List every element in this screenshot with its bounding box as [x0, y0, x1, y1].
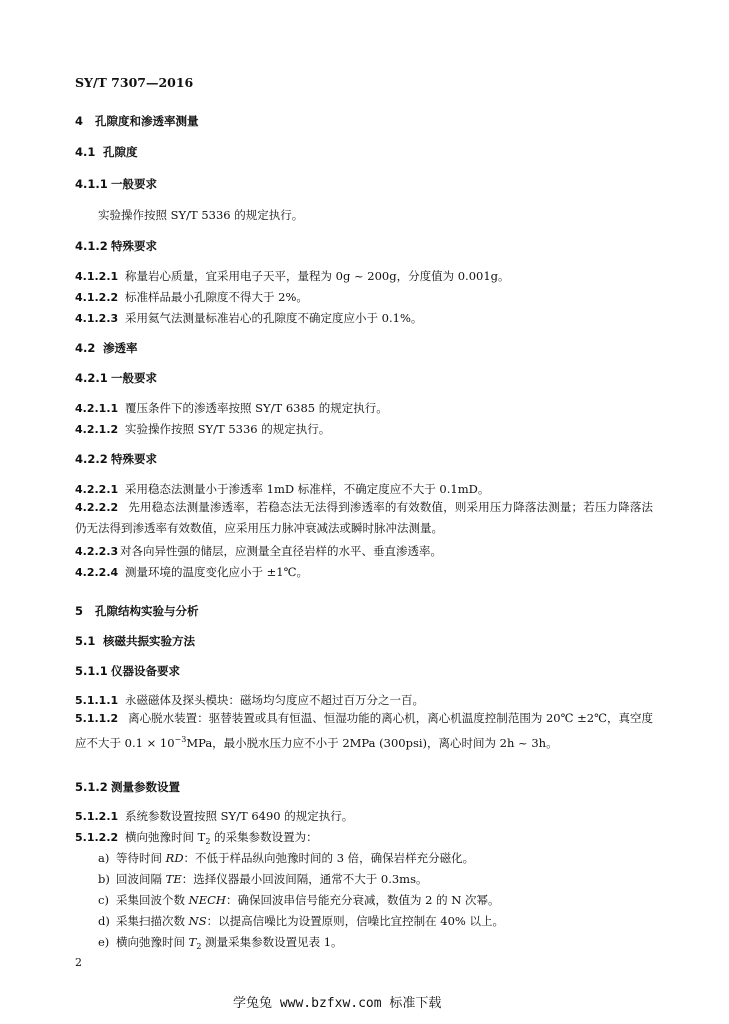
section-title: 渗透率 — [103, 341, 138, 355]
section-4-1-heading — [75, 144, 138, 160]
clause-4-1-2-1 — [75, 268, 510, 284]
standard-code: SY/T 7307—2016 — [75, 75, 194, 90]
list-label: a) — [98, 851, 110, 865]
clause-text-cont: MPa，最小脱水压力应不小于 2MPa (300psi)，离心时间为 2h ~ 3h。 — [186, 736, 558, 750]
list-text-cont: ：不低于样品纵向弛豫时间的 3 倍，确保岩样充分磁化。 — [183, 851, 475, 865]
list-item — [98, 934, 343, 951]
section-number: 4.2.2 — [75, 452, 108, 466]
section-title: 一般要求 — [111, 177, 157, 191]
clause-text: 实验操作按照 SY/T 5336 的规定执行。 — [125, 422, 331, 436]
clause-text: 采用氦气法测量标准岩心的孔隙度不确定度应小于 0.1%。 — [125, 311, 423, 325]
list-label: e) — [98, 935, 110, 949]
section-title: 孔隙度和渗透率测量 — [95, 114, 199, 128]
section-5-heading — [75, 603, 199, 619]
section-title: 特殊要求 — [111, 239, 157, 253]
clause-number: 4.2.2.2 — [75, 501, 119, 514]
list-text-cont: 测量采集参数设置见表 1。 — [201, 935, 343, 949]
clause-text: 覆压条件下的渗透率按照 SY/T 6385 的规定执行。 — [125, 401, 388, 415]
section-title: 测量参数设置 — [111, 780, 180, 794]
clause-text: 离心脱水装置：驱替装置或具有恒温、恒湿功能的离心机，离心机温度控制范围为 20℃ ±2℃，真空度应不大于 0.1 × 10 — [75, 711, 653, 750]
section-number: 4.1.2 — [75, 239, 108, 253]
clause-number: 5.1.2.1 — [75, 810, 119, 823]
section-4-1-1-heading — [75, 176, 157, 192]
subscript: 2 — [196, 942, 202, 951]
clause-5-1-2-2 — [75, 829, 318, 846]
section-4-2-heading — [75, 340, 138, 356]
section-4-heading — [75, 113, 199, 129]
list-text: 等待时间 — [116, 851, 166, 865]
list-item — [98, 871, 427, 887]
page-number: 2 — [75, 956, 82, 969]
section-title: 核磁共振实验方法 — [103, 634, 195, 648]
clause-number: 4.2.2.4 — [75, 566, 119, 579]
clause-4-2-2-3 — [75, 543, 442, 559]
clause-4-2-1-2 — [75, 421, 330, 437]
clause-text-cont: 的采集参数设置为： — [210, 830, 318, 844]
clause-4-2-2-2 — [75, 497, 653, 539]
clause-text: 永磁磁体及探头模块：磁场均匀度应不超过百万分之一百。 — [125, 693, 424, 707]
clause-number: 4.1.2.1 — [75, 270, 119, 283]
section-5-1-heading — [75, 633, 195, 649]
clause-4-2-2-4 — [75, 564, 308, 580]
clause-text: 测量环境的温度变化应小于 ±1℃。 — [125, 565, 308, 579]
clause-text: 标准样品最小孔隙度不得大于 2%。 — [125, 290, 308, 304]
section-title: 孔隙结构实验与分析 — [95, 604, 199, 618]
clause-number: 5.1.1.1 — [75, 694, 119, 707]
clause-text: 称量岩心质量，宜采用电子天平，量程为 0g ~ 200g，分度值为 0.001g。 — [125, 269, 510, 283]
clause-5-1-1-1 — [75, 692, 424, 708]
list-text: 横向弛豫时间 — [116, 935, 189, 949]
section-title: 特殊要求 — [111, 452, 157, 466]
clause-4-2-2-1 — [75, 481, 489, 497]
section-title: 一般要求 — [111, 371, 157, 385]
variable: T — [188, 935, 197, 949]
section-number: 5 — [75, 604, 84, 618]
variable: RD — [165, 851, 184, 865]
clause-number: 4.1.2.2 — [75, 291, 119, 304]
section-number: 5.1 — [75, 634, 96, 648]
clause-number: 4.1.2.3 — [75, 312, 119, 325]
list-label: b) — [98, 872, 110, 886]
list-item — [98, 850, 474, 866]
list-text-cont: ：确保回波串信号能充分衰减，数值为 2 的 N 次幂。 — [225, 893, 500, 907]
section-5-1-1-heading — [75, 663, 180, 679]
clause-4-1-2-3 — [75, 310, 422, 326]
clause-text: 对各向异性强的储层，应测量全直径岩样的水平、垂直渗透率。 — [120, 544, 442, 558]
section-number: 4.1 — [75, 145, 96, 159]
list-text: 采集回波个数 — [116, 893, 189, 907]
list-item — [98, 892, 499, 908]
clause-text: 采用稳态法测量小于渗透率 1mD 标准样，不确定度应不大于 0.1mD。 — [125, 482, 490, 496]
section-4-2-1-heading — [75, 370, 157, 386]
section-title: 孔隙度 — [103, 145, 138, 159]
variable: NECH — [188, 893, 226, 907]
clause-text: 横向弛豫时间 T — [125, 830, 206, 844]
variable: NS — [188, 914, 207, 928]
section-4-1-2-heading — [75, 238, 157, 254]
watermark-footer: 学兔兔 www.bzfxw.com 标准下载 — [233, 996, 442, 1011]
section-4-2-2-heading — [75, 451, 157, 467]
clause-5-1-1-2 — [75, 708, 653, 754]
section-number: 4.2 — [75, 341, 96, 355]
clause-number: 4.2.1.1 — [75, 402, 119, 415]
clause-text: 系统参数设置按照 SY/T 6490 的规定执行。 — [125, 809, 354, 823]
list-text: 回波间隔 — [116, 872, 166, 886]
clause-5-1-2-1 — [75, 808, 353, 824]
list-label: d) — [98, 914, 110, 928]
section-number: 4.1.1 — [75, 177, 108, 191]
clause-number: 4.2.1.2 — [75, 423, 119, 436]
subscript: 2 — [205, 837, 211, 846]
clause-text: 先用稳态法测量渗透率，若稳态法无法得到渗透率的有效数值，则采用压力降落法测量；若压力降落法仍无法得到渗透率有效数值，应采用压力脉冲衰减法或瞬时脉冲法测量。 — [75, 500, 653, 535]
section-number: 4.2.1 — [75, 371, 108, 385]
section-number: 5.1.1 — [75, 664, 108, 678]
clause-number: 5.1.2.2 — [75, 831, 119, 844]
section-5-1-2-heading — [75, 779, 180, 795]
section-title: 仪器设备要求 — [111, 664, 180, 678]
clause-number: 4.2.2.3 — [75, 545, 119, 558]
section-number: 4 — [75, 114, 84, 128]
section-number: 5.1.2 — [75, 780, 108, 794]
clause-4-1-2-2 — [75, 289, 308, 305]
list-label: c) — [98, 893, 109, 907]
list-text: 采集扫描次数 — [116, 914, 189, 928]
clause-number: 5.1.1.2 — [75, 712, 119, 725]
list-text-cont: ：选择仪器最小回波间隔，通常不大于 0.3ms。 — [181, 872, 428, 886]
section-4-1-1-body: 实验操作按照 SY/T 5336 的规定执行。 — [98, 208, 304, 222]
list-item — [98, 913, 504, 929]
exponent: −3 — [174, 735, 187, 744]
clause-4-2-1-1 — [75, 400, 388, 416]
clause-number: 4.2.2.1 — [75, 483, 119, 496]
list-text-cont: ：以提高信噪比为设置原则，信噪比宜控制在 40% 以上。 — [206, 914, 504, 928]
variable: TE — [165, 872, 182, 886]
